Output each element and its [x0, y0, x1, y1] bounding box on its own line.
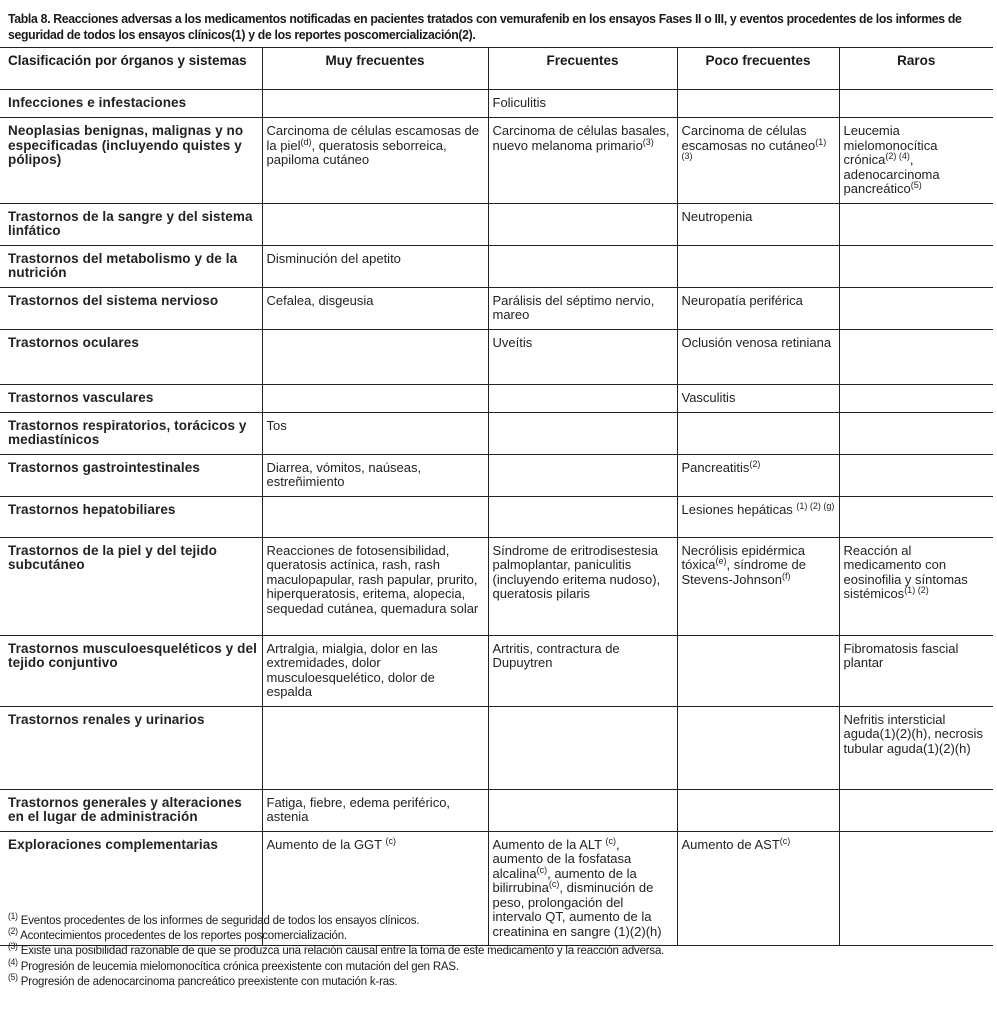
table-row [0, 412, 993, 454]
poco-frecuentes-cell [677, 789, 839, 831]
poco-frecuentes-cell [677, 90, 839, 118]
frecuentes-cell [488, 412, 677, 454]
raros-cell: Reacción al medicamento con eosinofilia y síntomas sistémicos$^{(1) (2)}$ [839, 537, 993, 635]
footnote-mark: (5) [8, 971, 18, 982]
table-row [0, 537, 993, 635]
frecuentes-cell: Foliculitis [488, 90, 677, 118]
raros-cell [839, 287, 993, 329]
frecuentes-cell: Aumento de la ALT $^{(c)}$, aumento de la fosfatasa alcalina$^{(c)}$, aumento de la bilirrubina$^{(c)}$, disminución de peso, prolongación del intervalo QT, aumento de la creatinina en sangre (1)(2)(h) [488, 831, 677, 946]
raros-cell [839, 90, 993, 118]
header-raros: Raros [839, 48, 993, 90]
raros-cell: Fibromatosis fascial plantar [839, 635, 993, 706]
frecuentes-cell: Parálisis del séptimo nervio, mareo [488, 287, 677, 329]
footnote-text: Acontecimientos procedentes de los reportes poscomercialización. [20, 928, 347, 943]
table-row [0, 706, 993, 789]
footnote [8, 928, 948, 943]
frecuentes-cell [488, 384, 677, 412]
table-row [0, 90, 993, 118]
footnotes [8, 913, 948, 989]
system-cell: Trastornos generales y alteraciones en el lugar de administración [0, 789, 262, 831]
system-cell: Trastornos del sistema nervioso [0, 287, 262, 329]
muy-frecuentes-cell: Reacciones de fotosensibilidad, queratosis actínica, rash, rash maculopapular, rash papular, prurito, hiperqueratosis, eritema, alopecia, sequedad cutánea, quemadura solar [262, 537, 488, 635]
raros-cell [839, 203, 993, 245]
header-muy-frecuentes: Muy frecuentes [262, 48, 488, 90]
poco-frecuentes-cell: Carcinoma de células escamosas no cutáneo$^{(1) (3)}$ [677, 118, 839, 204]
footnote [8, 971, 948, 989]
frecuentes-cell: Artritis, contractura de Dupuytren [488, 635, 677, 706]
raros-cell: Nefritis intersticial aguda(1)(2)(h), necrosis tubular aguda(1)(2)(h) [839, 706, 993, 789]
footnote-mark: (2) [8, 926, 18, 937]
muy-frecuentes-cell: Fatiga, fiebre, edema periférico, astenia [262, 789, 488, 831]
muy-frecuentes-cell [262, 329, 488, 384]
poco-frecuentes-cell [677, 245, 839, 287]
adverse-reactions-table [0, 47, 993, 946]
frecuentes-cell: Síndrome de eritrodisestesia palmoplantar, paniculitis (incluyendo eritema nudoso), queratosis pilaris [488, 537, 677, 635]
system-cell: Trastornos renales y urinarios [0, 706, 262, 789]
footnote [8, 956, 948, 974]
poco-frecuentes-cell [677, 635, 839, 706]
system-cell: Trastornos oculares [0, 329, 262, 384]
muy-frecuentes-cell [262, 90, 488, 118]
footnote-text: Existe una posibilidad razonable de que se produzca una relación causal entre la toma de este medicamento y la reacción adversa. [20, 943, 665, 958]
header-poco-frecuentes: Poco frecuentes [677, 48, 839, 90]
frecuentes-cell: Uveítis [488, 329, 677, 384]
table-row [0, 287, 993, 329]
system-cell: Trastornos de la piel y del tejido subcutáneo [0, 537, 262, 635]
system-cell: Trastornos del metabolismo y de la nutrición [0, 245, 262, 287]
system-cell: Trastornos de la sangre y del sistema linfático [0, 203, 262, 245]
poco-frecuentes-cell: Lesiones hepáticas $^{(1) (2) (g)}$ [677, 496, 839, 537]
muy-frecuentes-cell [262, 384, 488, 412]
table-row [0, 496, 993, 537]
muy-frecuentes-cell [262, 706, 488, 789]
table-caption: Tabla 8. Reacciones adversas a los medicamentos notificadas en pacientes tratados con vemurafenib en los ensayos Fases II o III, y eventos procedentes de los informes de seguridad de todos los ensayos clínicos(1) y de los reportes poscomercialización(2). [8, 11, 962, 42]
muy-frecuentes-cell [262, 496, 488, 537]
poco-frecuentes-cell: Vasculitis [677, 384, 839, 412]
raros-cell [839, 496, 993, 537]
footnote [8, 913, 948, 928]
table-row [0, 384, 993, 412]
table-header-row [0, 48, 993, 90]
footnote-mark: (1) [8, 911, 18, 921]
muy-frecuentes-cell: Tos [262, 412, 488, 454]
frecuentes-cell [488, 789, 677, 831]
header-frecuentes: Frecuentes [488, 48, 677, 90]
raros-cell [839, 412, 993, 454]
raros-cell [839, 245, 993, 287]
poco-frecuentes-cell [677, 706, 839, 789]
poco-frecuentes-cell: Neutropenia [677, 203, 839, 245]
system-cell: Trastornos gastrointestinales [0, 454, 262, 496]
system-cell: Exploraciones complementarias [0, 831, 262, 946]
system-cell: Trastornos vasculares [0, 384, 262, 412]
raros-cell [839, 329, 993, 384]
muy-frecuentes-cell: Aumento de la GGT $^{(c)}$ [262, 831, 488, 946]
raros-cell: Leucemia mielomonocítica crónica$^{(2) (4)}$, adenocarcinoma pancreático$^{(5)}$ [839, 118, 993, 204]
poco-frecuentes-cell: Pancreatitis$^{(2)}$ [677, 454, 839, 496]
table-row [0, 789, 993, 831]
frecuentes-cell [488, 203, 677, 245]
footnote-mark: (4) [8, 956, 18, 967]
system-cell: Trastornos hepatobiliares [0, 496, 262, 537]
footnote-text: Progresión de leucemia mielomonocítica crónica preexistente con mutación del gen RAS. [20, 958, 459, 973]
system-cell: Infecciones e infestaciones [0, 90, 262, 118]
poco-frecuentes-cell: Neuropatía periférica [677, 287, 839, 329]
frecuentes-cell: Carcinoma de células basales, nuevo melanoma primario$^{(3)}$ [488, 118, 677, 204]
table-row [0, 329, 993, 384]
frecuentes-cell [488, 454, 677, 496]
raros-cell [839, 789, 993, 831]
muy-frecuentes-cell [262, 203, 488, 245]
table-row [0, 245, 993, 287]
frecuentes-cell [488, 245, 677, 287]
table-row [0, 635, 993, 706]
muy-frecuentes-cell: Artralgia, mialgia, dolor en las extremidades, dolor musculoesquelético, dolor de espalda [262, 635, 488, 706]
muy-frecuentes-cell: Carcinoma de células escamosas de la piel$^{(d)}$, queratosis seborreica, papiloma cutáneo [262, 118, 488, 204]
raros-cell [839, 384, 993, 412]
footnote [8, 943, 948, 958]
frecuentes-cell [488, 496, 677, 537]
poco-frecuentes-cell: Oclusión venosa retiniana [677, 329, 839, 384]
muy-frecuentes-cell: Cefalea, disgeusia [262, 287, 488, 329]
frecuentes-cell [488, 706, 677, 789]
footnote-text: Eventos procedentes de los informes de seguridad de todos los ensayos clínicos. [20, 913, 420, 927]
system-cell: Trastornos respiratorios, torácicos y mediastínicos [0, 412, 262, 454]
poco-frecuentes-cell [677, 412, 839, 454]
muy-frecuentes-cell: Diarrea, vómitos, naúseas, estreñimiento [262, 454, 488, 496]
header-classification: Clasificación por órganos y sistemas [0, 48, 262, 90]
table-row [0, 454, 993, 496]
footnote-text: Progresión de adenocarcinoma pancreático preexistente con mutación k-ras. [20, 973, 398, 988]
poco-frecuentes-cell: Necrólisis epidérmica tóxica$^{(e)}$, síndrome de Stevens-Johnson$^{(f)}$ [677, 537, 839, 635]
system-cell: Neoplasias benignas, malignas y no especificadas (incluyendo quistes y pólipos) [0, 118, 262, 204]
table-row [0, 203, 993, 245]
muy-frecuentes-cell: Disminución del apetito [262, 245, 488, 287]
footnote-mark: (3) [8, 941, 18, 952]
poco-frecuentes-cell: Aumento de AST$^{(c)}$ [677, 831, 839, 946]
raros-cell [839, 454, 993, 496]
table-row [0, 118, 993, 204]
system-cell: Trastornos musculoesqueléticos y del tejido conjuntivo [0, 635, 262, 706]
